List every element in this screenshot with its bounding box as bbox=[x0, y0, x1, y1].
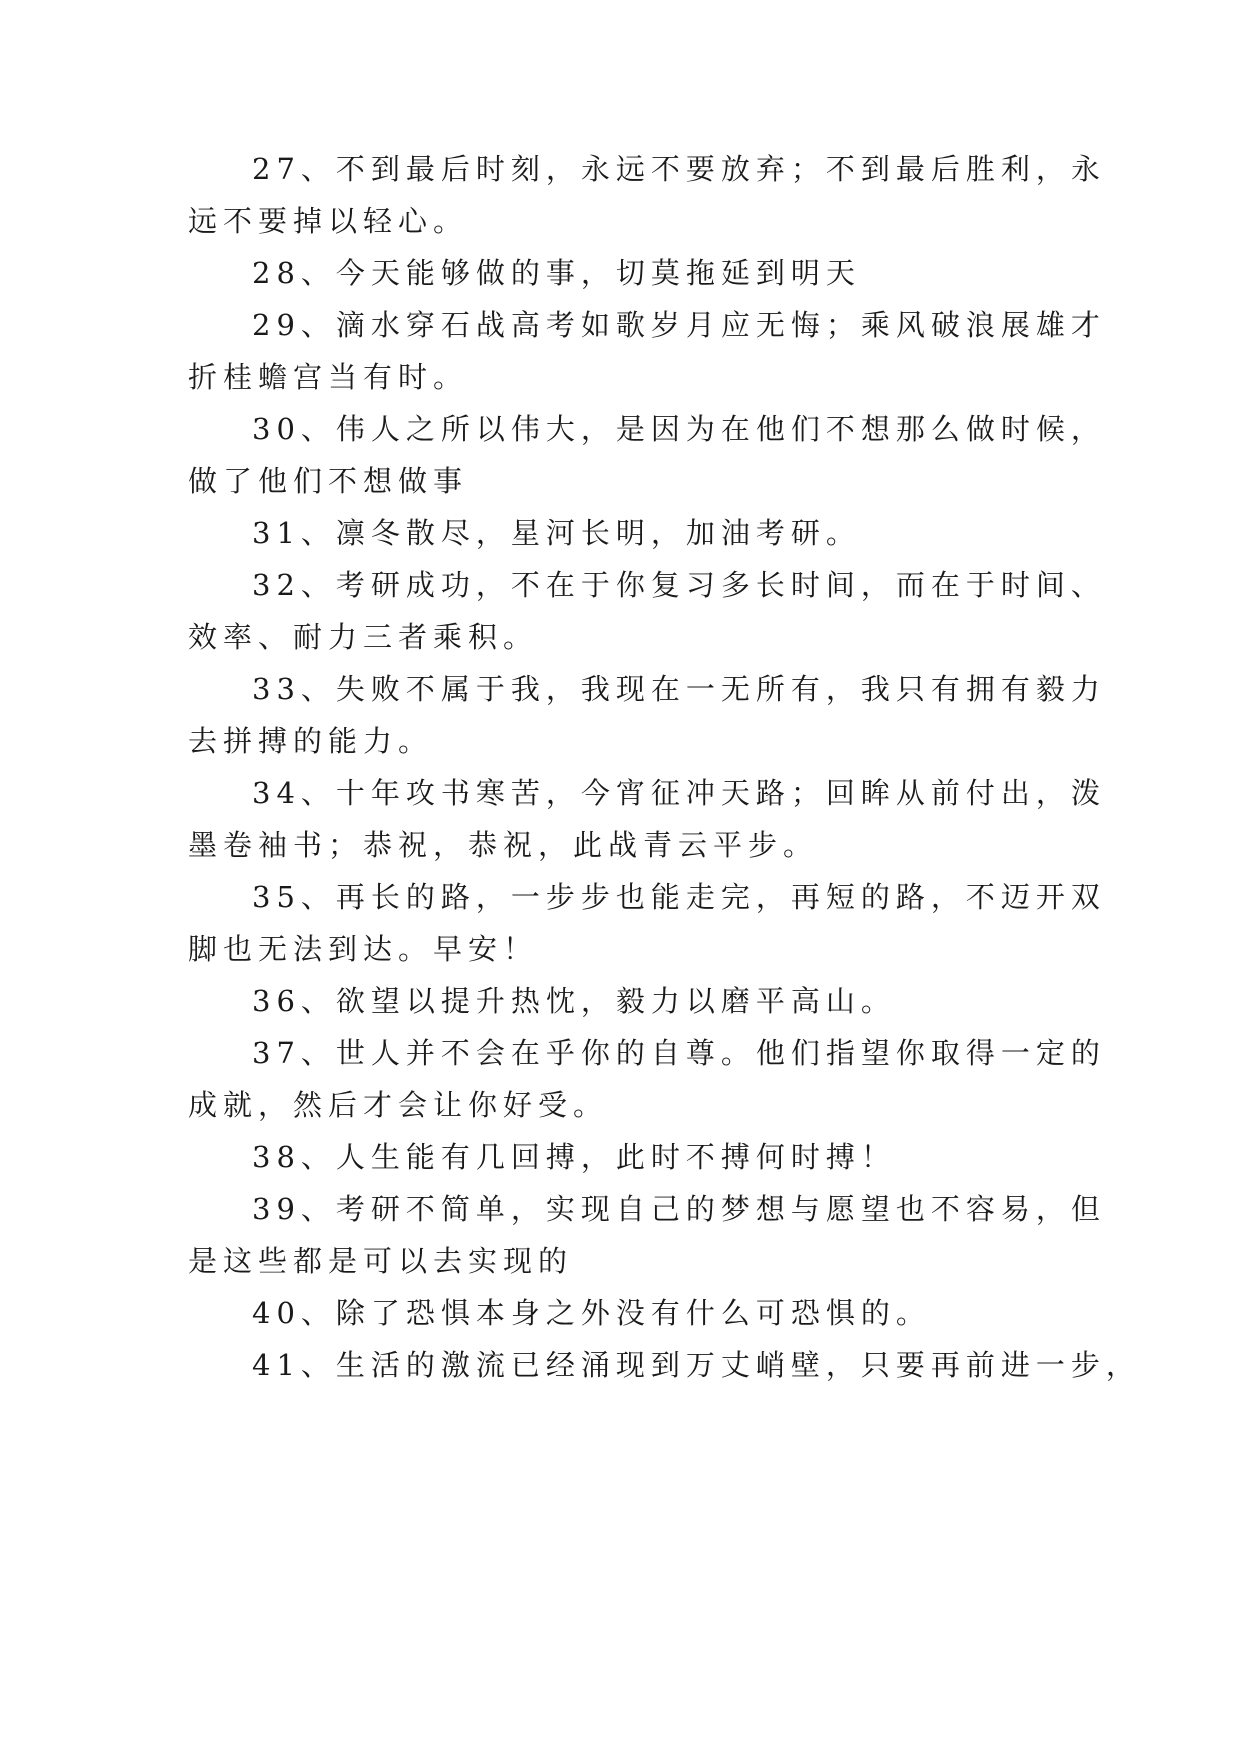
item-27-line-1: 27、不到最后时刻，永远不要放弃；不到最后胜利，永 bbox=[252, 152, 1106, 186]
item-32-line-1: 32、考研成功，不在于你复习多长时间，而在于时间、 bbox=[252, 568, 1106, 602]
item-34-line-1: 34、十年攻书寒苦，今宵征冲天路；回眸从前付出，泼 bbox=[252, 776, 1106, 810]
item-33-line-1: 33、失败不属于我，我现在一无所有，我只有拥有毅力 bbox=[252, 672, 1106, 706]
item-32-line-2: 效率、耐力三者乘积。 bbox=[188, 620, 539, 654]
item-35-line-2: 脚也无法到达。早安！ bbox=[188, 932, 539, 966]
item-31-line-1: 31、凛冬散尽，星河长明，加油考研。 bbox=[252, 516, 861, 550]
item-41-line-1: 41、生活的激流已经涌现到万丈峭壁，只要再前进一步， bbox=[252, 1348, 1141, 1382]
item-37-line-2: 成就，然后才会让你好受。 bbox=[188, 1088, 609, 1122]
item-37-line-1: 37、世人并不会在乎你的自尊。他们指望你取得一定的 bbox=[252, 1036, 1106, 1070]
item-30-line-2: 做了他们不想做事 bbox=[188, 464, 469, 498]
item-34-line-2: 墨卷袖书；恭祝，恭祝，此战青云平步。 bbox=[188, 828, 819, 862]
item-35-line-1: 35、再长的路，一步步也能走完，再短的路，不迈开双 bbox=[252, 880, 1106, 914]
item-27-line-2: 远不要掉以轻心。 bbox=[188, 204, 469, 238]
item-29-line-2: 折桂蟾宫当有时。 bbox=[188, 360, 469, 394]
item-40-line-1: 40、除了恐惧本身之外没有什么可恐惧的。 bbox=[252, 1296, 931, 1330]
item-38-line-1: 38、人生能有几回搏，此时不搏何时搏！ bbox=[252, 1140, 896, 1174]
item-29-line-1: 29、滴水穿石战高考如歌岁月应无悔；乘风破浪展雄才 bbox=[252, 308, 1106, 342]
item-33-line-2: 去拼搏的能力。 bbox=[188, 724, 434, 758]
item-36-line-1: 36、欲望以提升热忱，毅力以磨平高山。 bbox=[252, 984, 896, 1018]
item-28-line-1: 28、今天能够做的事，切莫拖延到明天 bbox=[252, 256, 861, 290]
item-30-line-1: 30、伟人之所以伟大，是因为在他们不想那么做时候， bbox=[252, 412, 1106, 446]
item-39-line-2: 是这些都是可以去实现的 bbox=[188, 1244, 574, 1278]
item-39-line-1: 39、考研不简单，实现自己的梦想与愿望也不容易，但 bbox=[252, 1192, 1106, 1226]
